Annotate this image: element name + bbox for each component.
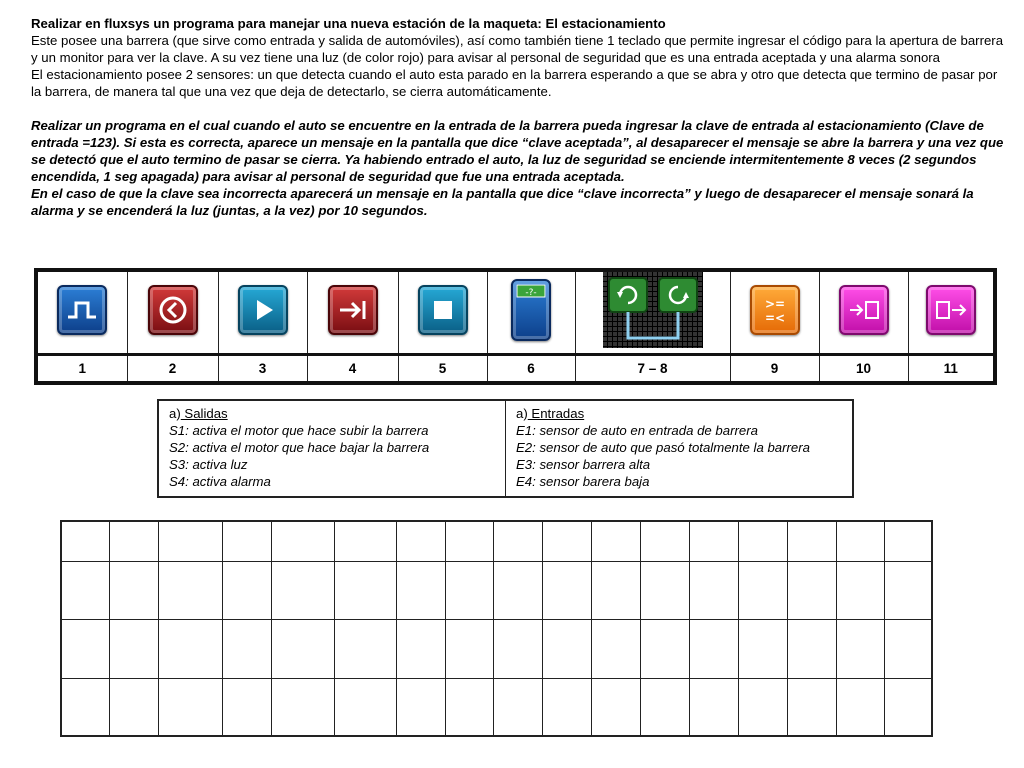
exercise-statement [31,15,1006,219]
grid-cell [885,678,932,736]
grid-cell [159,620,223,679]
grid-cell [641,620,690,679]
icon-cell-6 [487,270,575,355]
grid-cell [885,521,932,561]
grid-cell [159,521,223,561]
grid-cell [396,620,445,679]
grid-cell [445,521,494,561]
io-definitions-table [157,399,854,498]
icon-number-1: 1 [36,355,127,384]
grid-cell [836,521,885,561]
grid-cell [787,561,836,620]
icon-number-9: 9 [730,355,819,384]
grid-cell [494,620,543,679]
output-arrow-icon [926,285,976,335]
icon-cell-1 [36,270,127,355]
grid-cell [445,678,494,736]
grid-cell [110,678,159,736]
grid-row [61,521,932,561]
compare-icon [750,285,800,335]
grid-cell [689,620,738,679]
outputs-prefix: a) [169,406,181,421]
icon-number-5: 5 [398,355,487,384]
grid-cell [159,561,223,620]
grid-cell [592,678,641,736]
grid-cell [543,620,592,679]
grid-cell [641,521,690,561]
grid-cell [396,521,445,561]
grid-cell [885,561,932,620]
grid-cell [787,620,836,679]
grid-cell [885,620,932,679]
grid-cell [334,678,396,736]
grid-cell [271,521,334,561]
icon-cell-10 [819,270,908,355]
icon-number-6: 6 [487,355,575,384]
grid-cell [494,521,543,561]
pulse-icon [57,285,107,335]
back-arrow-icon [148,285,198,335]
icon-cell-7-8 [575,270,730,355]
blank-answer-grid [60,520,933,737]
grid-cell [543,521,592,561]
grid-row [61,678,932,736]
question-block-icon [511,279,551,341]
icon-number-11: 11 [908,355,995,384]
svg-text:=<: =< [764,311,785,325]
input-e4: E4: sensor barera baja [516,474,650,489]
icon-number-2: 2 [127,355,218,384]
grid-cell [445,620,494,679]
grid-cell [787,521,836,561]
play-icon [238,285,288,335]
grid-cell [61,561,110,620]
grid-cell [223,521,272,561]
inputs-cell [506,400,854,497]
input-e3: E3: sensor barrera alta [516,457,651,472]
grid-cell [445,561,494,620]
icon-number-7-8: 7 – 8 [575,355,730,384]
input-e1: E1: sensor de auto en entrada de barrera [516,423,758,438]
output-s3: S3: activa luz [169,457,248,472]
grid-cell [543,561,592,620]
grid-cell [836,620,885,679]
grid-row [61,561,932,620]
stop-icon [418,285,468,335]
grid-cell [494,561,543,620]
task-paragraph-2: En el caso de que la clave sea incorrecta aparecerá un mensaje en la pantalla que dice “clave incorrecta” y luego de desaparecer el mensaje sonará la alarma y se encenderá la luz (juntas, a la vez) por 10 segundos. [31,186,974,218]
icon-number-4: 4 [307,355,398,384]
outputs-cell [158,400,506,497]
task-paragraph-1: Realizar un programa en el cual cuando el auto se encuentre en la entrada de la barrera pueda ingresar la clave de entrada al estacionamiento (Clave de entrada =123). Si esta es correcta, aparece un mensaje en la pantalla que dice “clave aceptada”, al desaparecer el mensaje se abre la barrera y una vez que se detectó que el auto termino de pasar se cierra. Ya habiendo entrado el auto, la luz de seguridad se enciende intermitentemente 8 veces (2 segundos encendida, 1 seg apagada) para avisar al personal de seguridad que fue una entrada aceptada. [31,118,1004,184]
grid-cell [738,561,787,620]
exercise-title: Realizar en fluxsys un programa para manejar una nueva estación de la maqueta: El estacionamiento [31,16,666,31]
inputs-title: Entradas [527,406,585,421]
grid-cell [592,620,641,679]
icon-number-10: 10 [819,355,908,384]
grid-cell [836,678,885,736]
grid-cell [271,561,334,620]
grid-cell [223,561,272,620]
svg-text:>=: >= [764,297,785,311]
grid-cell [787,678,836,736]
grid-cell [494,678,543,736]
description-paragraph-1: Este posee una barrera (que sirve como entrada y salida de automóviles), así como también tiene 1 teclado que permite ingresar el código para la apertura de barrera y un monitor para ver la clave. A su vez tiene una luz (de color rojo) para avisar al personal de seguridad que es una entrada aceptada y una alarma sonora [31,33,1004,65]
grid-cell [689,521,738,561]
grid-cell [223,678,272,736]
grid-cell [159,678,223,736]
grid-cell [836,561,885,620]
icon-cell-5 [398,270,487,355]
grid-cell [223,620,272,679]
grid-cell [110,561,159,620]
loop-arrows-icon [603,272,703,348]
grid-row [61,620,932,679]
inputs-prefix: a) [516,406,528,421]
grid-cell [334,620,396,679]
grid-cell [334,521,396,561]
grid-cell [396,561,445,620]
grid-cell [689,678,738,736]
icon-cell-4 [307,270,398,355]
input-arrow-icon [839,285,889,335]
output-s1: S1: activa el motor que hace subir la barrera [169,423,429,438]
output-s2: S2: activa el motor que hace bajar la barrera [169,440,430,455]
skip-to-end-icon [328,285,378,335]
svg-text:-?-: -?- [525,288,537,298]
input-e2: E2: sensor de auto que pasó totalmente la barrera [516,440,810,455]
inputs-heading [516,405,842,422]
grid-cell [271,678,334,736]
block-icon-table [34,268,997,385]
grid-cell [592,521,641,561]
description-paragraph-2: El estacionamiento posee 2 sensores: un que detecta cuando el auto esta parado en la barrera esperando a que se abra y otro que detecta que termino de pasar por la barrera, de manera tal que una vez que deja de detectarlo, se cierra automáticamente. [31,67,998,99]
outputs-heading [169,405,495,422]
grid-cell [689,561,738,620]
icon-number-3: 3 [218,355,307,384]
grid-cell [738,521,787,561]
icon-cell-3 [218,270,307,355]
grid-cell [592,561,641,620]
grid-cell [61,678,110,736]
icon-cell-2 [127,270,218,355]
grid-cell [110,521,159,561]
grid-cell [334,561,396,620]
grid-cell [110,620,159,679]
output-s4: S4: activa alarma [169,474,271,489]
grid-cell [61,620,110,679]
grid-cell [641,561,690,620]
icon-cell-11 [908,270,995,355]
icon-cell-9 [730,270,819,355]
grid-cell [271,620,334,679]
grid-cell [641,678,690,736]
outputs-title: Salidas [180,406,228,421]
grid-cell [61,521,110,561]
grid-cell [396,678,445,736]
grid-cell [543,678,592,736]
grid-cell [738,678,787,736]
grid-cell [738,620,787,679]
